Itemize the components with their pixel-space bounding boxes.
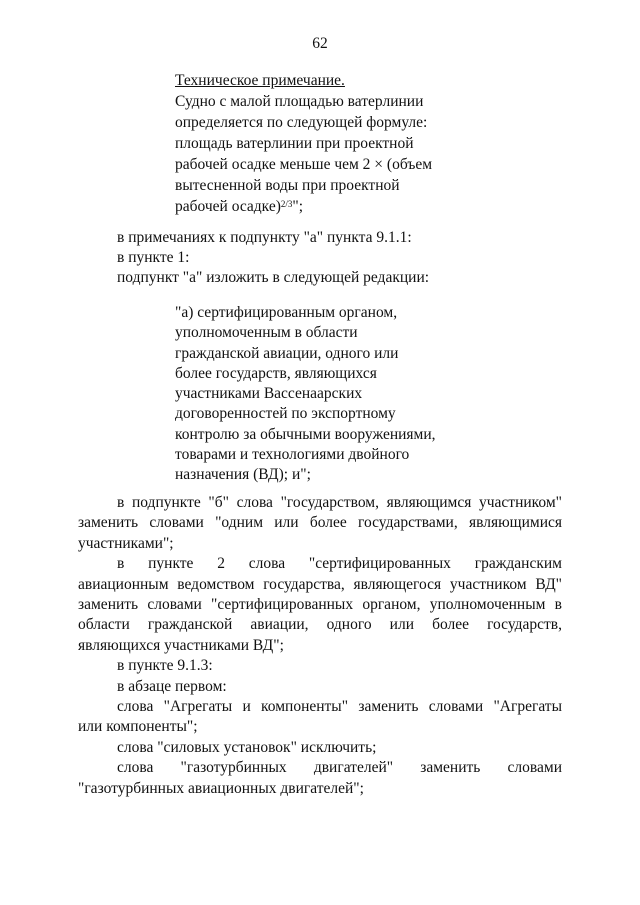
instruction-line: подпункт "а" изложить в следующей редакции: (117, 269, 430, 286)
body-line: слова "газотурбинных двигателей" заменить словами (117, 759, 562, 777)
note-title: Техническое примечание. (175, 72, 345, 89)
note-line: Судно с малой площадью ватерлинии (175, 93, 424, 110)
note-line: определяется по следующей формуле: (175, 114, 428, 131)
quote-line: уполномоченным в области (175, 324, 358, 342)
note-line: вытесненной воды при проектной (175, 177, 400, 194)
body-line: в абзаце первом: (117, 677, 227, 695)
body-line: в пункте 2 слова "сертифицированных гражданским (117, 555, 562, 573)
body-line: в подпункте "б" слова "государством, являющимся участником" (117, 494, 562, 511)
quote-line: контролю за обычными вооружениями, (175, 425, 436, 443)
page-number: 62 (312, 35, 328, 52)
body-line: заменить словами "одним или более государствами, являющимися (78, 514, 562, 532)
quote-line: товарами и технологиями двойного (175, 446, 410, 464)
note-line: площадь ватерлинии при проектной (175, 135, 414, 152)
body-line: заменить словами "сертифицированных органом, уполномоченным в (78, 596, 562, 614)
quote-line: "а) сертифицированным органом, (175, 304, 398, 321)
technical-note (175, 70, 475, 217)
body-line: слова "силовых установок" исключить; (117, 738, 377, 756)
instruction-line: в пункте 1: (117, 249, 190, 266)
quote-line: участниками Вассенаарских (175, 385, 363, 403)
body-line: или компоненты"; (78, 718, 198, 736)
note-exponent: 2/3 (280, 199, 293, 209)
note-last-prefix: рабочей осадке) (175, 198, 281, 215)
body-line: слова "Агрегаты и компоненты" заменить словами "Агрегаты (117, 698, 562, 716)
note-last-line (175, 196, 475, 217)
body-line: участниками"; (78, 534, 174, 552)
note-last-suffix: "; (292, 198, 304, 215)
note-line: рабочей осадке меньше чем 2 × (объем (175, 156, 433, 173)
body-line: в пункте 9.1.3: (117, 657, 213, 675)
body-line: авиационным ведомством государства, являющегося участником ВД" (78, 575, 562, 593)
quoted-subparagraph (175, 303, 505, 486)
instruction-line: в примечаниях к подпункту "а" пункта 9.1.1: (117, 229, 412, 246)
body-line: области гражданской авиации, одного или более государств, (78, 616, 562, 634)
quote-line: договоренностей по экспортному (175, 405, 396, 423)
body-line: "газотурбинных авиационных двигателей"; (78, 779, 364, 797)
body-line: являющихся участниками ВД"; (78, 636, 284, 654)
quote-line: более государств, являющихся (175, 364, 377, 382)
amendments-text (78, 493, 562, 799)
quote-line: гражданской авиации, одного или (175, 344, 399, 362)
instructions-block (117, 228, 577, 288)
quote-line: назначения (ВД); и"; (175, 466, 311, 484)
